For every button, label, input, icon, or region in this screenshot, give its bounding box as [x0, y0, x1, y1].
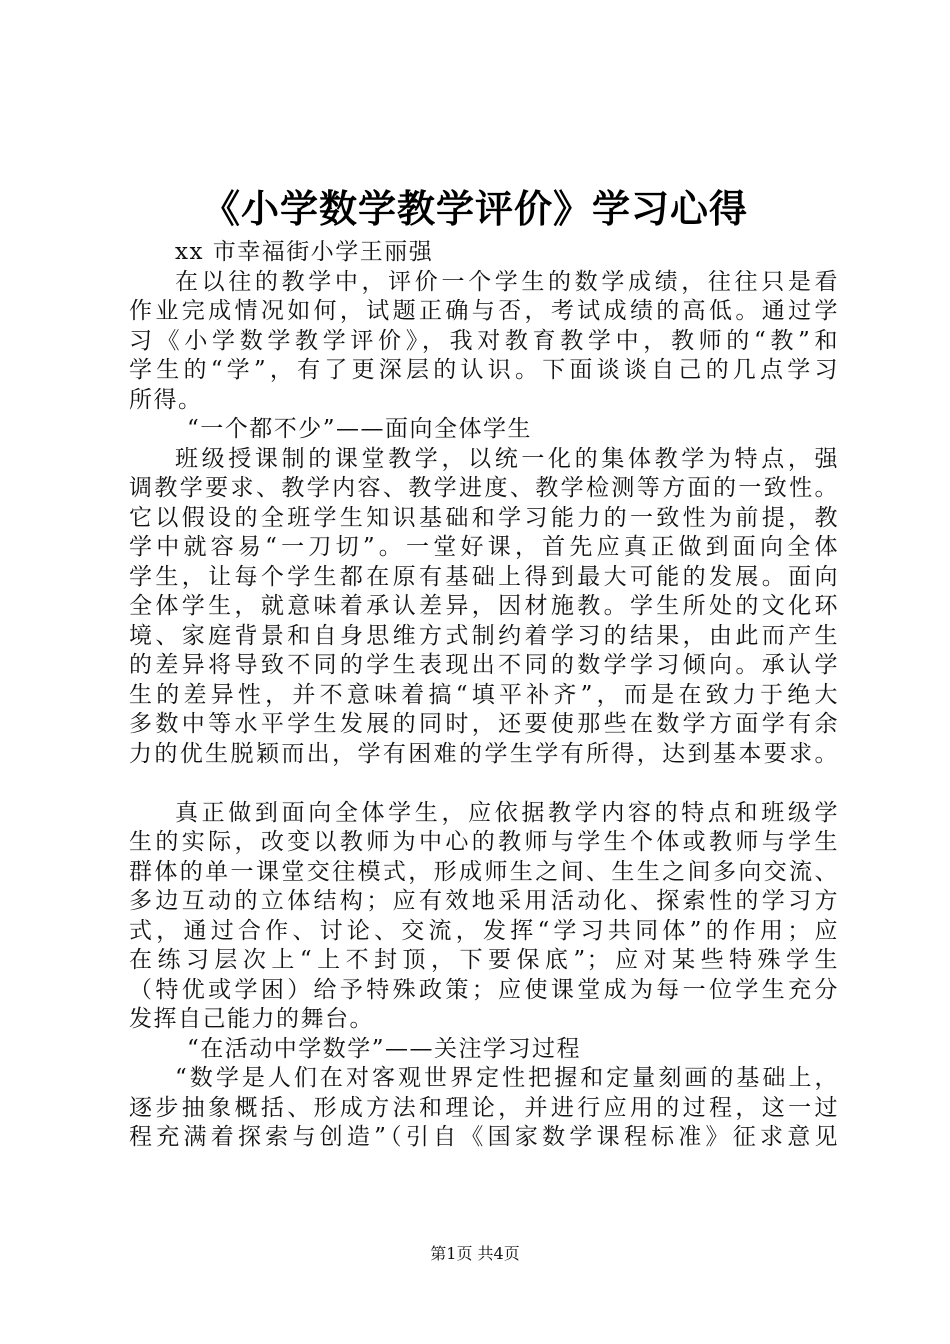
paragraph-line: 作业完成情况如何，试题正确与否，考试成绩的高低。通过学 [129, 298, 839, 324]
paragraph-line: 生的实际，改变以教师为中心的教师与学生个体或教师与学生 [129, 829, 839, 855]
paragraph-line: 全体学生，就意味着承认差异，因材施教。学生所处的文化环 [129, 593, 839, 619]
paragraph-line: 发挥自己能力的舞台。 [129, 1006, 374, 1032]
page-footer: 第1页 共4页 [430, 1244, 520, 1263]
paragraph-line: 境、家庭背景和自身思维方式制约着学习的结果，由此而产生 [129, 622, 839, 649]
paragraph-line: 式，通过合作、讨论、交流，发挥“学习共同体”的作用；应 [129, 917, 839, 944]
document-title: 《小学数学教学评价》学习心得 [201, 186, 748, 231]
paragraph-line: 在练习层次上“上不封顶，下要保底”；应对某些特殊学生 [129, 947, 839, 973]
paragraph-line: “数学是人们在对客观世界定性把握和定量刻画的基础上， [175, 1065, 839, 1091]
paragraph-line: 所得。 [129, 386, 203, 413]
document-body [129, 238, 839, 1153]
paragraph-line: 真正做到面向全体学生，应依据教学内容的特点和班级学 [175, 799, 839, 826]
paragraph-line: 在以往的教学中，评价一个学生的数学成绩，往往只是看 [175, 268, 839, 295]
paragraph-3 [129, 799, 839, 1035]
paragraph-line: 多边互动的立体结构；应有效地采用活动化、探索性的学习方 [129, 888, 839, 914]
paragraph-line: 逐步抽象概括、形成方法和理论，并进行应用的过程，这一过 [129, 1094, 839, 1121]
paragraph-line: 多数中等水平学生发展的同时，还要使那些在数学方面学有余 [129, 711, 839, 737]
paragraph-line: 习《小学数学教学评价》，我对教育教学中，教师的“教”和 [129, 327, 839, 354]
paragraph-2 [129, 445, 839, 770]
paragraph-line: 的差异将导致不同的学生表现出不同的数学学习倾向。承认学 [129, 652, 839, 678]
paragraph-line: 群体的单一课堂交往模式，形成师生之间、生生之间多向交流、 [129, 858, 839, 885]
author-line: xx 市幸福街小学王丽强 [175, 239, 434, 265]
paragraph-line: 学生，让每个学生都在原有基础上得到最大可能的发展。面向 [129, 563, 839, 590]
paragraph-line: 程充满着探索与创造”（引自《国家数学课程标准》征求意见 [129, 1124, 839, 1150]
paragraph-line: 学生的“学”，有了更深层的认识。下面谈谈自己的几点学习 [129, 357, 839, 383]
section-heading: “在活动中学数学”——关注学习过程 [187, 1035, 582, 1062]
paragraph-line: 调教学要求、教学内容、教学进度、教学检测等方面的一致性。 [129, 475, 839, 501]
paragraph-line: 班级授课制的课堂教学，以统一化的集体教学为特点，强 [175, 445, 839, 472]
paragraph-4 [129, 1064, 839, 1153]
paragraph-1 [129, 268, 839, 416]
section-heading: “一个都不少”——面向全体学生 [187, 416, 533, 442]
paragraph-spacer [129, 769, 839, 799]
paragraph-line: 它以假设的全班学生知识基础和学习能力的一致性为前提，教 [129, 504, 839, 531]
paragraph-line: 生的差异性，并不意味着搞“填平补齐”，而是在致力于绝大 [129, 681, 839, 708]
paragraph-line: （特优或学困）给予特殊政策；应使课堂成为每一位学生充分 [129, 976, 839, 1003]
paragraph-line: 学中就容易“一刀切”。一堂好课，首先应真正做到面向全体 [129, 534, 839, 560]
paragraph-line: 力的优生脱颖而出，学有困难的学生学有所得，达到基本要求。 [129, 740, 839, 767]
